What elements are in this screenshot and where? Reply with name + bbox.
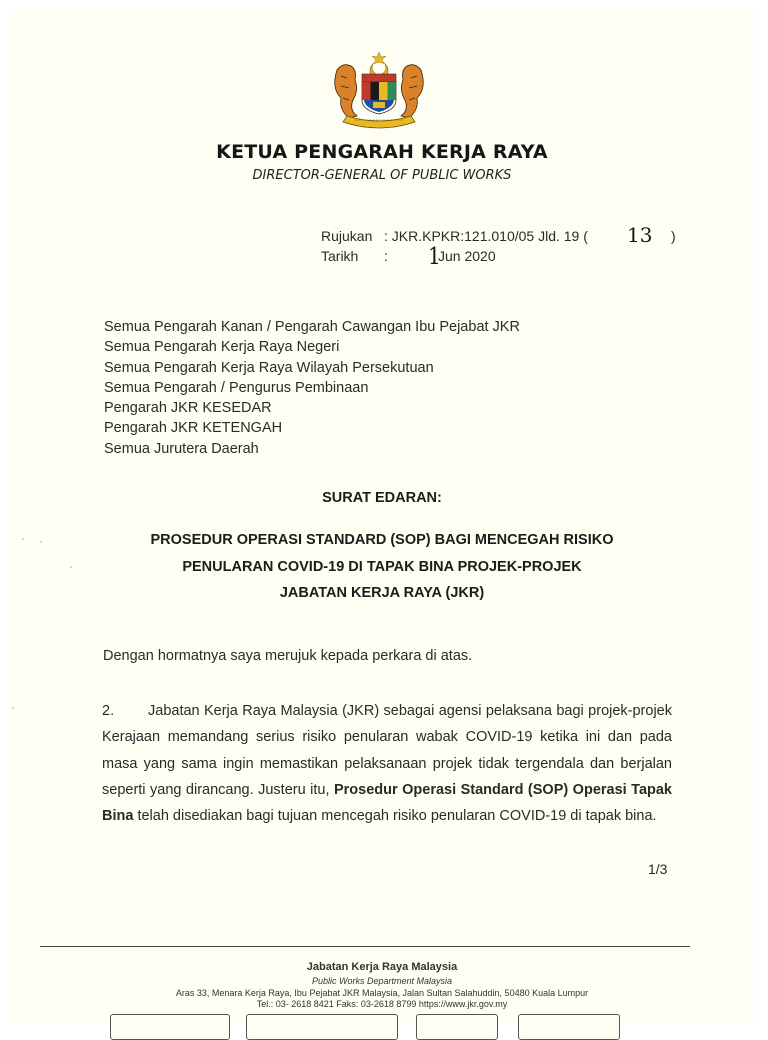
recipient-line: Semua Pengarah / Pengurus Pembinaan: [104, 379, 369, 396]
date-label: Tarikh: [321, 248, 359, 264]
recipient-line: Semua Jurutera Daerah: [104, 440, 259, 457]
recipient-line: Semua Pengarah Kerja Raya Wilayah Persekutuan: [104, 359, 434, 376]
recipient-line: Pengarah JKR KETENGAH: [104, 420, 283, 437]
subject-line: PENULARAN COVID-19 DI TAPAK BINA PROJEK-PROJEK: [182, 559, 582, 575]
certification-logo: [518, 1014, 620, 1040]
scan-speck: [22, 538, 24, 540]
greeting: Dengan hormatnya saya merujuk kepada perkara di atas.: [103, 648, 473, 664]
footer-org: Jabatan Kerja Raya Malaysia: [306, 961, 458, 973]
recipient-list: [104, 317, 520, 459]
subject-line: JABATAN KERJA RAYA (JKR): [279, 585, 485, 601]
reference-close-paren: ): [671, 228, 676, 244]
footer-divider: [40, 946, 690, 947]
certification-logo: [416, 1014, 498, 1040]
footer-address: Aras 33, Menara Kerja Raya, Ibu Pejabat JKR Malaysia, Jalan Sultan Salahuddin, 50480 Kuala Lumpur: [175, 988, 589, 998]
date-colon: :: [384, 248, 388, 264]
certification-logo: [246, 1014, 398, 1040]
letter-page: [10, 10, 754, 1024]
scan-speck: [70, 566, 72, 568]
scan-speck: [12, 707, 14, 709]
footer: [10, 961, 754, 1009]
reference-value: : JKR.KPKR:121.010/05 Jld. 19 (: [384, 228, 588, 244]
recipient-line: Pengarah JKR KESEDAR: [104, 400, 272, 417]
subject-line: PROSEDUR OPERASI STANDARD (SOP) BAGI MENCEGAH RISIKO: [150, 532, 614, 548]
paragraph-text: telah disediakan bagi tujuan mencegah risiko penularan COVID-19 di tapak bina.: [137, 808, 657, 825]
paragraph-number: 2.: [102, 703, 115, 719]
reference-label: Rujukan: [321, 228, 373, 244]
coat-of-arms-icon: [329, 50, 429, 130]
paragraph-bold-text: Prosedur Operasi Standard (SOP) Operasi Tapak Bina: [102, 781, 672, 825]
date-handwritten-day: 1: [428, 242, 441, 270]
date-value: Jun 2020: [438, 248, 496, 264]
footer-org-english: Public Works Department Malaysia: [311, 976, 453, 986]
certification-logo: [110, 1014, 230, 1040]
letterhead-title: KETUA PENGARAH KERJA RAYA: [216, 141, 548, 163]
letterhead-subtitle: DIRECTOR-GENERAL OF PUBLIC WORKS: [252, 168, 512, 183]
page-number: 1/3: [648, 861, 668, 877]
scan-speck: [40, 541, 42, 543]
recipient-line: Semua Pengarah Kanan / Pengarah Cawangan Ibu Pejabat JKR: [104, 319, 520, 335]
footer-contact: Tel.: 03- 2618 8421 Faks: 03-2618 8799 https://www.jkr.gov.my: [256, 999, 508, 1009]
recipient-line: Semua Pengarah Kerja Raya Negeri: [104, 339, 340, 356]
paragraph-2: [102, 698, 672, 829]
reference-handwritten-number: 13: [627, 223, 653, 247]
paragraph-text: Jabatan Kerja Raya Malaysia (JKR) sebagai agensi pelaksana bagi projek-projek Kerajaan memandang serius risiko penularan wabak COVID-19 ketika ini dan pada masa yang sama ingin memastikan pelaksanaan projek tidak tergendala dan berjalan seperti yang dirancang. Justeru itu,: [102, 703, 672, 798]
circular-heading: SURAT EDARAN:: [322, 490, 442, 506]
